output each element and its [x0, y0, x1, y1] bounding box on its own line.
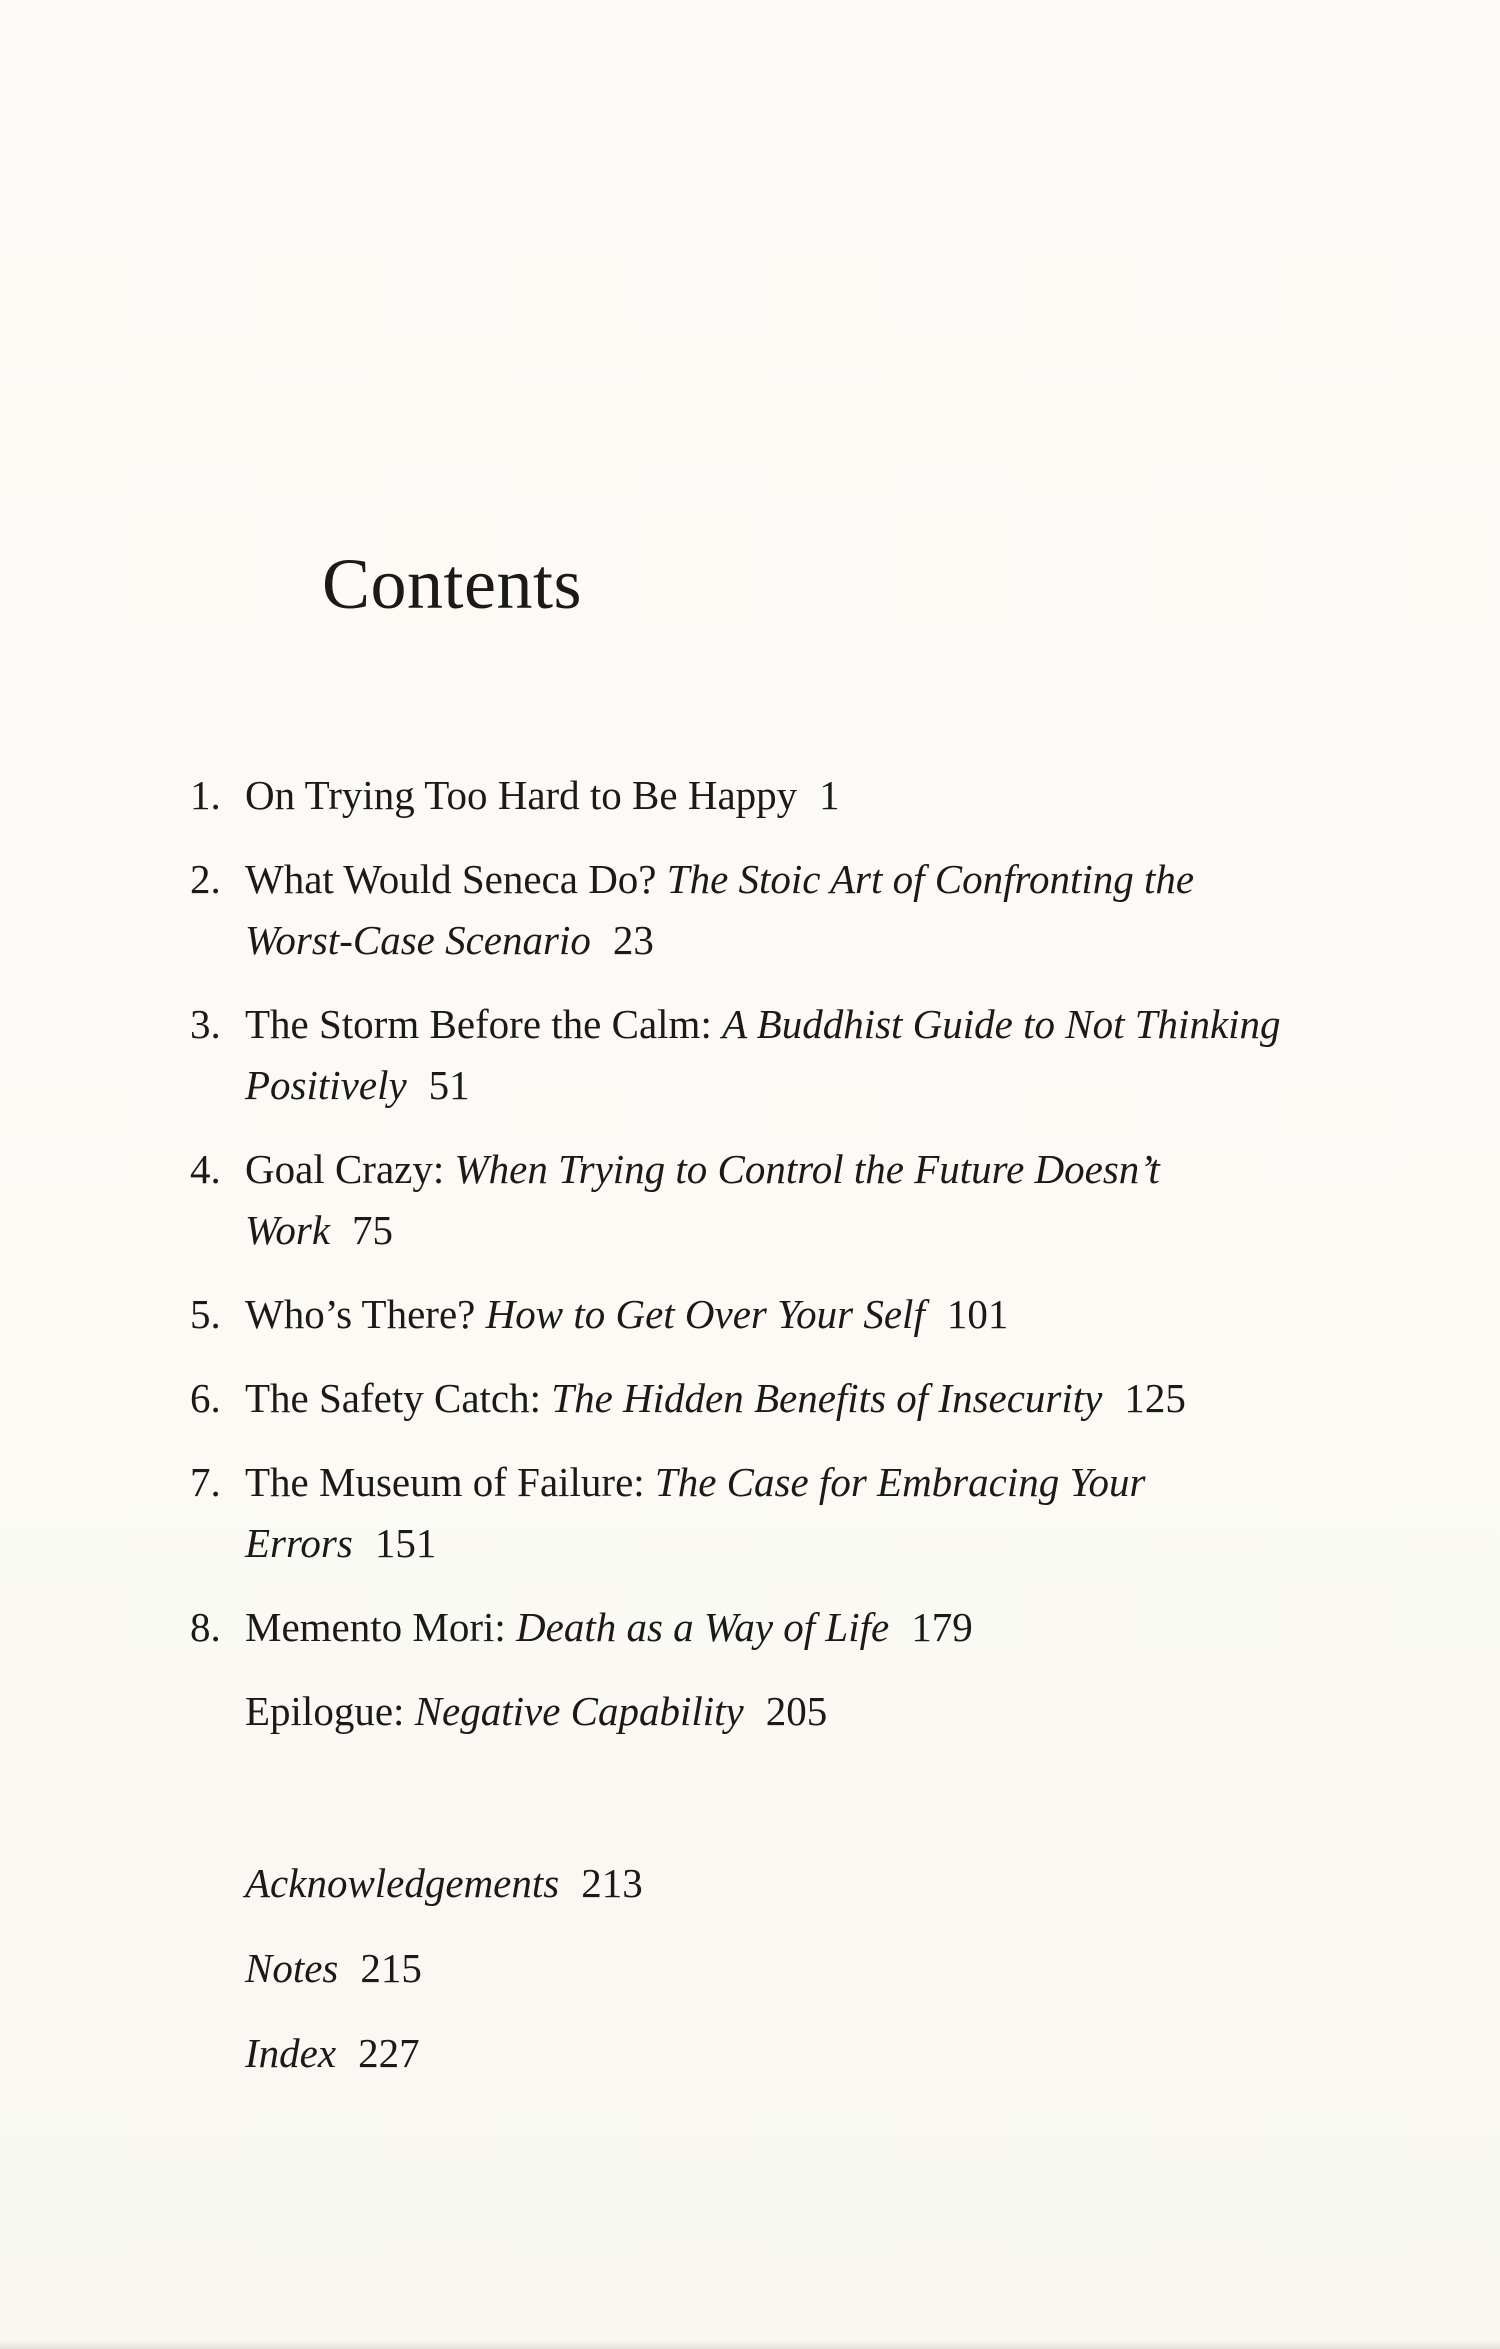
toc-entry-2	[190, 849, 1310, 971]
page-number: 151	[374, 1520, 437, 1566]
chapter-number: 3.	[190, 1001, 221, 1047]
chapter-title: Goal Crazy:	[245, 1146, 445, 1192]
chapter-title: On Trying Too Hard to Be Happy	[245, 772, 798, 818]
page-number: 179	[911, 1604, 973, 1650]
page-title: Contents	[322, 544, 583, 624]
chapter-title: The Museum of Failure:	[245, 1459, 645, 1505]
chapter-number: 6.	[190, 1375, 221, 1421]
toc-entry-epilogue	[190, 1681, 1310, 1742]
chapter-subtitle: The Stoic Art of Confronting the Worst-Case Scenario	[245, 856, 1195, 963]
page-number: 75	[352, 1207, 394, 1253]
chapter-number: 4.	[190, 1146, 221, 1192]
toc-entry-5	[190, 1284, 1310, 1345]
toc-entry-8	[190, 1597, 1310, 1658]
chapter-title: Who’s There?	[245, 1291, 476, 1337]
back-matter-index	[245, 2023, 643, 2084]
chapter-subtitle: The Case for Embracing Your Errors	[245, 1459, 1146, 1566]
table-of-contents	[190, 765, 1310, 1765]
back-matter-label: Notes	[245, 1945, 339, 1991]
page-bottom-edge	[0, 2341, 1500, 2349]
chapter-title: What Would Seneca Do?	[245, 856, 657, 902]
page-number: 125	[1124, 1375, 1186, 1421]
chapter-number: 5.	[190, 1291, 221, 1337]
toc-entry-7	[190, 1452, 1310, 1574]
back-matter-acknowledgements	[245, 1853, 643, 1914]
page-number: 101	[946, 1291, 1009, 1337]
chapter-number: 7.	[190, 1459, 221, 1505]
chapter-number: 2.	[190, 856, 221, 902]
chapter-subtitle: A Buddhist Guide to Not Thinking Positively	[245, 1001, 1281, 1108]
chapter-title: The Safety Catch:	[245, 1375, 542, 1421]
back-matter-label: Index	[245, 2030, 337, 2076]
chapter-subtitle: When Trying to Control the Future Doesn’t Work	[245, 1146, 1160, 1253]
toc-entry-3	[190, 994, 1310, 1116]
toc-entry-6	[190, 1368, 1310, 1429]
chapter-subtitle: Death as a Way of Life	[516, 1604, 890, 1650]
back-matter-list	[245, 1853, 643, 2108]
page-number: 51	[428, 1062, 470, 1108]
back-matter-label: Acknowledgements	[245, 1860, 560, 1906]
back-matter-notes	[245, 1938, 643, 1999]
page-number: 205	[765, 1688, 828, 1734]
toc-entry-1	[190, 765, 1310, 826]
page-number: 1	[819, 772, 840, 818]
chapter-title: Epilogue:	[245, 1688, 405, 1734]
page-number: 227	[358, 2030, 420, 2076]
page-number: 213	[581, 1860, 643, 1906]
page-number: 23	[612, 917, 654, 963]
chapter-title: The Storm Before the Calm:	[245, 1001, 712, 1047]
chapter-number: 1.	[190, 772, 221, 818]
page-number: 215	[360, 1945, 422, 1991]
chapter-subtitle: The Hidden Benefits of Insecurity	[551, 1375, 1103, 1421]
chapter-subtitle: How to Get Over Your Self	[485, 1291, 925, 1337]
chapter-title: Memento Mori:	[245, 1604, 506, 1650]
chapter-subtitle: Negative Capability	[414, 1688, 744, 1734]
toc-entry-4	[190, 1139, 1310, 1261]
chapter-number: 8.	[190, 1604, 221, 1650]
